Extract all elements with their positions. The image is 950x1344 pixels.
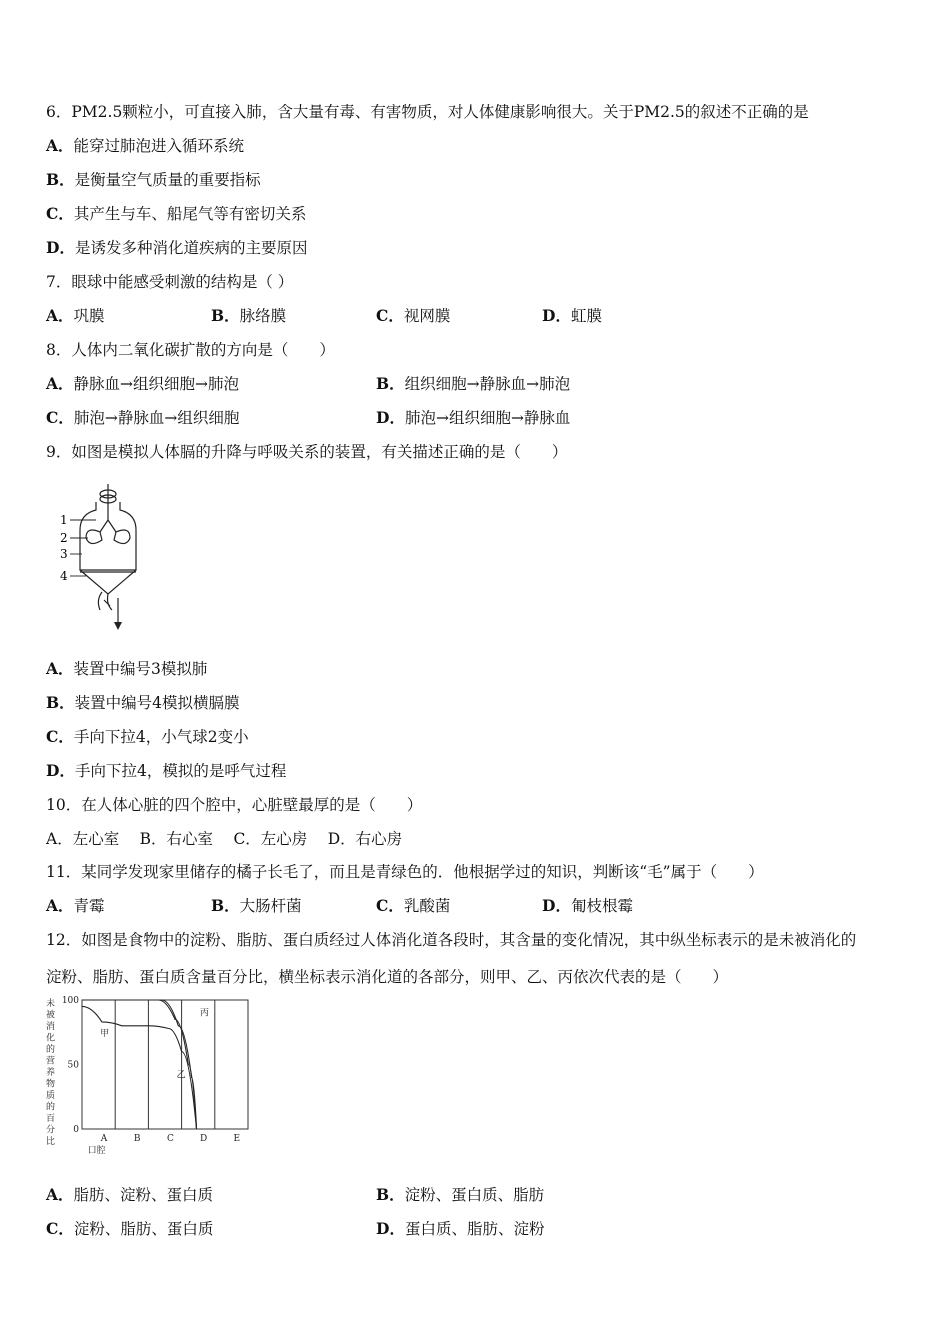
plot-frame: [82, 1000, 248, 1129]
option-text: 匍枝根霉: [570, 897, 633, 915]
option-text: 大肠杆菌: [239, 897, 302, 915]
q10-stem: 10．在人体心脏的四个腔中，心脏壁最厚的是（ ）: [46, 796, 423, 814]
q11-stem: 11．某同学发现家里储存的橘子长毛了，而且是青绿色的．他根据学过的知识，判断该“毛”属于（ ）: [46, 863, 764, 881]
y-axis-label-char: 消: [46, 1022, 56, 1032]
y-tick-label: 100: [61, 996, 79, 1006]
q12-option-c[interactable]: [46, 1219, 213, 1239]
option-letter: C．: [46, 408, 74, 427]
figure-label-3: 3: [60, 547, 68, 561]
y-axis-label-char: 被: [46, 1010, 56, 1021]
option-letter: A．: [46, 374, 74, 393]
q7-option-a[interactable]: [46, 306, 105, 326]
q8-option-a[interactable]: [46, 374, 239, 394]
option-text: 手向下拉4，小气球2变小: [73, 728, 249, 746]
figure-label-2: 2: [60, 531, 68, 545]
y-axis-label-char: 的: [46, 1102, 56, 1113]
series-line: [82, 1000, 197, 1129]
option-text: 其产生与车、船尾气等有密切关系: [73, 205, 307, 223]
y-axis-label-char: 未: [46, 999, 56, 1009]
option-letter: A．: [46, 659, 74, 678]
y-tick-label: 50: [67, 1060, 79, 1071]
option-text: 青霉: [73, 897, 105, 915]
option-text: 虹膜: [570, 307, 602, 325]
q12-stem-line-2: 淀粉、脂肪、蛋白质含量百分比，横坐标表示消化道的各部分，则甲、乙、丙依次代表的是（ ）: [46, 968, 729, 986]
option-text: 静脉血→组织细胞→肺泡: [73, 375, 240, 393]
q12-options-row-1: [46, 1185, 926, 1205]
q12-options-row-2: [46, 1219, 926, 1239]
option-letter: D．: [376, 408, 405, 427]
x-tick-label: C: [166, 1134, 174, 1144]
option-letter: D．: [376, 1219, 405, 1238]
option-letter: B．: [376, 374, 405, 393]
q10-options[interactable]: A．左心室 B．右心室 C．左心房 D．右心房: [46, 830, 403, 848]
figure-label-4: 4: [60, 569, 68, 583]
option-text: 装置中编号3模拟肺: [73, 660, 208, 678]
q7-option-b[interactable]: [211, 306, 286, 326]
option-letter: D．: [46, 238, 75, 257]
option-text: 是衡量空气质量的重要指标: [74, 171, 261, 189]
option-letter: D．: [542, 896, 571, 915]
q6-option-c[interactable]: [46, 204, 306, 224]
option-text: 肺泡→静脉血→组织细胞: [73, 409, 240, 427]
q11-options-row: [46, 896, 926, 916]
option-letter: B．: [46, 693, 75, 712]
q11-option-d[interactable]: [542, 896, 633, 916]
digestion-chart: [40, 992, 260, 1160]
y-tick-label: 0: [73, 1125, 79, 1135]
option-text: 肺泡→组织细胞→静脉血: [404, 409, 571, 427]
option-letter: B．: [46, 170, 75, 189]
option-letter: B．: [376, 1185, 405, 1204]
option-letter: B．: [211, 896, 240, 915]
option-text: 淀粉、蛋白质、脂肪: [404, 1186, 545, 1204]
diaphragm-model-figure: [58, 480, 158, 632]
option-letter: A．: [46, 896, 74, 915]
q7-stem: 7．眼球中能感受刺激的结构是（ ）: [46, 273, 294, 291]
q9-stem: 9．如图是模拟人体膈的升降与呼吸关系的装置，有关描述正确的是（ ）: [46, 443, 568, 461]
q9-option-b[interactable]: [46, 693, 239, 713]
option-letter: D．: [46, 761, 75, 780]
option-text: 视网膜: [403, 307, 451, 325]
q11-option-c[interactable]: [376, 896, 450, 916]
option-text: 装置中编号4模拟横膈膜: [74, 694, 240, 712]
option-letter: A．: [46, 306, 74, 325]
q6-stem: 6．PM2.5颗粒小，可直接入肺，含大量有毒、有害物质，对人体健康影响很大。关于PM2.5的叙述不正确的是: [46, 103, 809, 121]
q12-stem-line-1: 12．如图是食物中的淀粉、脂肪、蛋白质经过人体消化道各段时，其含量的变化情况，其中纵坐标表示的是未被消化的: [46, 931, 857, 949]
y-axis-label-char: 的: [46, 1045, 56, 1055]
y-axis-label-char: 营: [46, 1056, 56, 1067]
series-label: 乙: [176, 1070, 186, 1081]
figure-label-1: 1: [60, 513, 68, 527]
option-letter: C．: [46, 1219, 74, 1238]
option-text: 组织细胞→静脉血→肺泡: [404, 375, 571, 393]
y-axis-label-char: 百: [46, 1114, 56, 1124]
x-tick-label: E: [233, 1134, 241, 1144]
q11-option-a[interactable]: [46, 896, 105, 916]
series-label: 甲: [100, 1029, 110, 1040]
q8-option-b[interactable]: [376, 374, 570, 394]
q8-options-row-1: [46, 374, 926, 394]
y-axis-label-char: 物: [46, 1079, 56, 1090]
option-text: 脉络膜: [239, 307, 287, 325]
q12-option-d[interactable]: [376, 1219, 544, 1239]
option-letter: A．: [46, 136, 74, 155]
q8-option-d[interactable]: [376, 408, 570, 428]
option-text: 是诱发多种消化道疾病的主要原因: [74, 239, 308, 257]
series-line: [82, 1000, 197, 1129]
option-letter: C．: [376, 306, 404, 325]
option-text: 能穿过肺泡进入循环系统: [73, 137, 245, 155]
q9-option-a[interactable]: [46, 659, 207, 679]
x-tick-label: D: [199, 1134, 208, 1144]
q6-option-d[interactable]: [46, 238, 307, 258]
q11-option-b[interactable]: [211, 896, 302, 916]
option-letter: C．: [46, 204, 74, 223]
q9-option-d[interactable]: [46, 761, 286, 781]
q8-options-row-2: [46, 408, 926, 428]
y-axis-label: [46, 997, 55, 1147]
q7-option-c[interactable]: [376, 306, 450, 326]
q12-option-a[interactable]: [46, 1185, 213, 1205]
q7-option-d[interactable]: [542, 306, 602, 326]
option-text: 乳酸菌: [403, 897, 451, 915]
option-text: 蛋白质、脂肪、淀粉: [404, 1220, 545, 1238]
y-axis-label-char: 分: [46, 1125, 56, 1136]
option-text: 脂肪、淀粉、蛋白质: [73, 1186, 214, 1204]
q8-option-c[interactable]: [46, 408, 239, 428]
q7-options-row: [46, 306, 926, 326]
option-letter: C．: [376, 896, 404, 915]
option-text: 巩膜: [73, 307, 105, 325]
y-axis-label-char: 养: [46, 1068, 56, 1078]
q12-option-b[interactable]: [376, 1185, 544, 1205]
option-text: 淀粉、脂肪、蛋白质: [73, 1220, 214, 1238]
series-label: 丙: [199, 1008, 209, 1019]
q6-option-a[interactable]: [46, 136, 244, 156]
y-axis-label-char: 化: [46, 1033, 56, 1044]
q6-option-b[interactable]: [46, 170, 261, 190]
option-letter: D．: [542, 306, 571, 325]
option-letter: C．: [46, 727, 74, 746]
q8-stem: 8．人体内二氧化碳扩散的方向是（ ）: [46, 341, 335, 359]
x-tick-label: A: [100, 1134, 108, 1144]
x-category-note: 口腔: [87, 1146, 106, 1156]
option-text: 手向下拉4，模拟的是呼气过程: [74, 762, 287, 780]
y-axis-label-char: 比: [46, 1137, 56, 1147]
q9-option-c[interactable]: [46, 727, 249, 747]
option-letter: B．: [211, 306, 240, 325]
option-letter: A．: [46, 1185, 74, 1204]
y-axis-label-char: 质: [46, 1091, 56, 1101]
x-tick-label: B: [133, 1134, 141, 1144]
